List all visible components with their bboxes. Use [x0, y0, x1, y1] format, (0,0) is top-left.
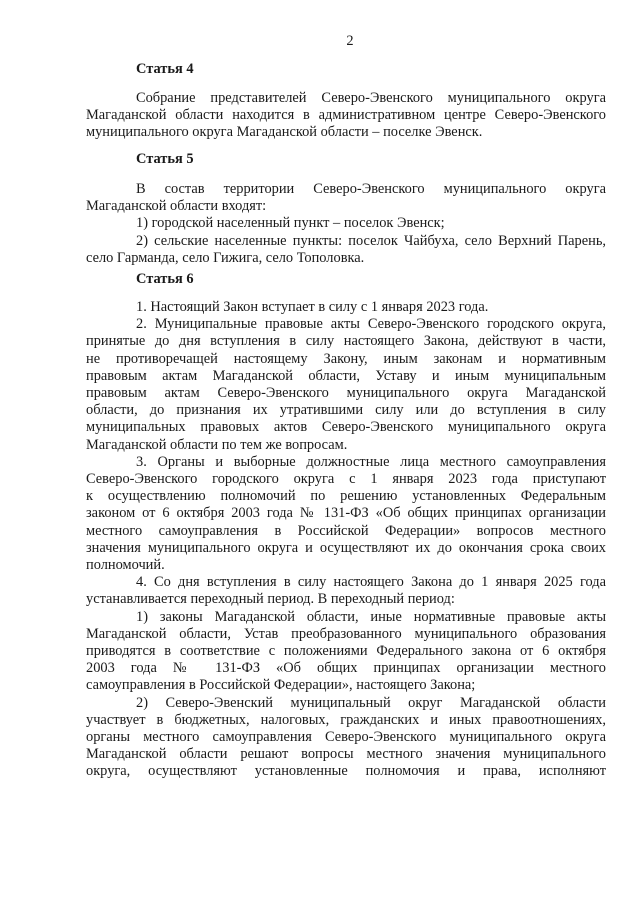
- text-line: органы местного самоуправления Северо-Эвенского муниципального округа: [86, 729, 606, 746]
- article-6-heading: Статья 6: [136, 271, 194, 287]
- article-4-text: [86, 90, 606, 142]
- article-4-heading: Статья 4: [136, 61, 194, 77]
- article-5-heading: Статья 5: [136, 151, 194, 167]
- article-5-text: [86, 181, 606, 267]
- text-line: 2. Муниципальные правовые акты Северо-Эвенского городского округа,: [136, 316, 606, 333]
- text-line: Магаданской области по тем же вопросам.: [86, 436, 348, 453]
- text-line: 2003 года № 131-ФЗ «Об общих принципах организации местного: [86, 660, 606, 677]
- text-line: Магаданской области находится в административном центре Северо-Эвенского: [86, 107, 606, 124]
- text-line: к осуществлению полномочий по решению установленных Федеральным: [86, 488, 606, 505]
- text-line: 4. Со дня вступления в силу настоящего Закона до 1 января 2025 года: [136, 574, 606, 591]
- text-line: принятые до дня вступления в силу настоящего Закона, действуют в части,: [86, 333, 606, 350]
- text-line: Магаданской области входят:: [86, 198, 267, 215]
- text-line: муниципальных правовых актов Северо-Эвенского муниципального округа: [86, 419, 606, 436]
- text-line: 2) сельские населенные пункты: поселок Чайбуха, село Верхний Парень,: [136, 232, 606, 249]
- article-6-text: [86, 299, 606, 781]
- text-line: участвует в бюджетных, налоговых, гражданских и иных правоотношениях,: [86, 711, 606, 728]
- text-line: правовым актам Северо-Эвенского муниципального округа Магаданской: [86, 385, 606, 402]
- text-line: значения муниципального округа и осуществляют их до окончания срока своих: [86, 539, 606, 556]
- text-line: 1) городской населенный пункт – поселок Эвенск;: [136, 215, 445, 232]
- text-line: Магаданской области решают вопросы местного значения муниципального: [86, 746, 606, 763]
- text-line: В состав территории Северо-Эвенского муниципального округа: [136, 181, 606, 197]
- text-line: самоуправления в Российской Федерации», настоящего Закона;: [86, 677, 476, 694]
- text-line: законом от 6 октября 2003 года № 131-ФЗ «Об общих принципах организации: [86, 505, 606, 522]
- text-line: село Гарманда, село Гижига, село Тополовка.: [86, 249, 365, 266]
- text-line: Магаданской области, Устав преобразованного муниципального образования: [86, 625, 606, 642]
- text-line: правовым актам Магаданской области, Уставу и иным муниципальным: [86, 367, 606, 384]
- text-line: устанавливается переходный период. В переходный период:: [86, 591, 455, 608]
- text-line: не противоречащей настоящему Закону, иным законам и нормативным: [86, 350, 606, 367]
- text-line: приводятся в соответствие с положениями Федерального закона от 6 октября: [86, 643, 606, 660]
- text-line: округа, осуществляют установленные полномочия и права, исполняют: [86, 763, 606, 780]
- text-line: 1) законы Магаданской области, иные нормативные правовые акты: [136, 608, 606, 625]
- text-line: муниципального округа Магаданской области – поселке Эвенск.: [86, 124, 483, 141]
- text-line: области, до признания их утратившими силу или до вступления в силу: [86, 402, 606, 419]
- text-line: Северо-Эвенского городского округа с 1 января 2023 года приступают: [86, 471, 606, 488]
- text-line: 2) Северо-Эвенский муниципальный округ Магаданской области: [136, 694, 606, 711]
- text-line: Собрание представителей Северо-Эвенского муниципального округа: [136, 90, 606, 106]
- text-line: 3. Органы и выборные должностные лица местного самоуправления: [136, 453, 606, 470]
- text-line: 1. Настоящий Закон вступает в силу с 1 января 2023 года.: [136, 299, 489, 315]
- text-line: местного самоуправления в Российской Федерации» вопросов местного: [86, 522, 606, 539]
- text-line: полномочий.: [86, 557, 165, 574]
- page-number: 2: [346, 33, 354, 49]
